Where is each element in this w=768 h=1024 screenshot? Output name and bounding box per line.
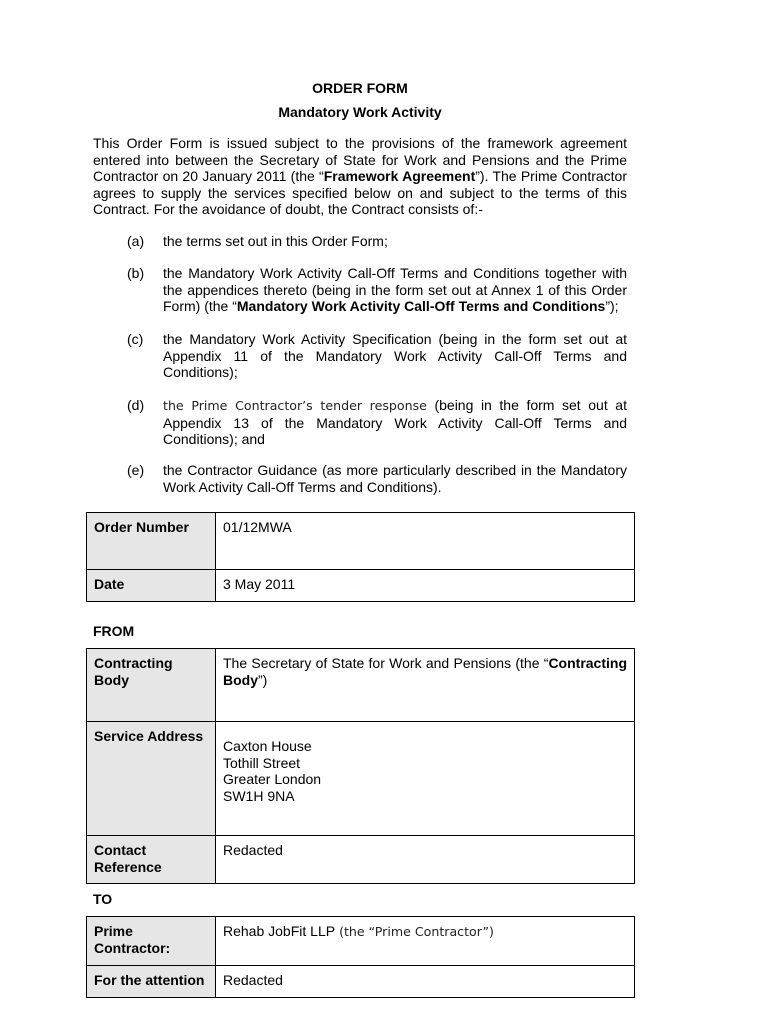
address-line: Caxton House <box>223 738 312 754</box>
contracting-body-label: Contracting Body <box>87 649 216 722</box>
date-value: 3 May 2011 <box>216 570 635 602</box>
contracting-body-bold: Contracting Body <box>223 655 627 688</box>
date-label: Date <box>87 570 216 602</box>
page-title: ORDER FORM <box>312 80 408 96</box>
list-item-text: the Contractor Guidance (as more particularly described in the Mandatory Work Activity Call-Off Terms and Conditions). <box>163 462 627 495</box>
table-row <box>87 649 635 722</box>
to-table <box>86 916 635 998</box>
contact-reference-value: Redacted <box>216 836 635 884</box>
prime-contractor-label: Prime Contractor: <box>87 917 216 966</box>
table-row <box>87 570 635 602</box>
address-line: Tothill Street <box>223 754 301 771</box>
prime-contractor-name: Rehab JobFit LLP <box>223 923 336 939</box>
from-table <box>86 648 635 884</box>
service-address-label: Service Address <box>87 722 216 836</box>
prime-contractor-value <box>216 917 635 966</box>
contracting-body-text-end: ”) <box>258 671 268 688</box>
list-item-label: (c) <box>127 331 144 347</box>
list-item-text-part: ”); <box>605 298 619 314</box>
list-item-label: (a) <box>127 233 145 249</box>
service-address-value <box>216 722 635 836</box>
list-item-label: (d) <box>127 397 145 413</box>
order-details-table <box>86 512 635 602</box>
table-row <box>87 836 635 884</box>
attention-label: For the attention <box>87 966 216 998</box>
list-item-text-part: (being in the form set out at Appendix 13 of the Mandatory Work Activity Call-Off Terms and Conditions); and <box>163 397 627 447</box>
list-item-text <box>163 265 627 315</box>
table-row <box>87 722 635 836</box>
list-item-label: (b) <box>127 265 145 281</box>
prime-contractor-suffix: (the “Prime Contractor”) <box>335 924 494 939</box>
contact-reference-label: Contact Reference <box>87 836 216 884</box>
intro-text-1: This Order Form is issued subject to the provisions of the framework agreement entered into between the Secretary of State for Work and Pensions and the Prime Contractor on 20 January 2011 (the “ <box>93 135 627 184</box>
page-subtitle: Mandatory Work Activity <box>278 104 442 120</box>
intro-paragraph <box>93 135 627 218</box>
intro-bold-term: Framework Agreement <box>323 168 476 184</box>
address-line: Greater London <box>223 771 322 787</box>
table-row <box>87 513 635 570</box>
list-item-label: (e) <box>127 462 145 478</box>
list-item-text: the Mandatory Work Activity Specification (being in the form set out at Appendix 11 of the Mandatory Work Activity Call-Off Terms and Conditions); <box>163 331 627 380</box>
to-heading: TO <box>93 891 113 907</box>
list-item-light-text: the Prime Contractor’s tender response <box>163 398 427 413</box>
list-item-text: the terms set out in this Order Form; <box>163 233 388 249</box>
from-heading: FROM <box>93 623 135 639</box>
contracting-body-value <box>216 649 635 722</box>
attention-value: Redacted <box>216 966 635 998</box>
table-row <box>87 917 635 966</box>
address-line: SW1H 9NA <box>223 787 295 804</box>
order-number-value: 01/12MWA <box>216 513 635 570</box>
intro-text-2: ”). The Prime Contractor agrees to supply the services specified below on and subject to the terms of this Contract. For the avoidance of doubt, the Contract consists of:- <box>93 168 627 217</box>
list-item-bold-term: Mandatory Work Activity Call-Off Terms and Conditions <box>236 298 606 314</box>
list-item-text-part: the Mandatory Work Activity Call-Off Terms and Conditions together with the appendices thereto (being in the form set out at Annex 1 of this Order Form) (the “ <box>163 265 627 314</box>
contracting-body-text: The Secretary of State for Work and Pensions (the “ <box>223 655 549 671</box>
table-row <box>87 966 635 998</box>
order-number-label: Order Number <box>87 513 216 570</box>
list-item-text <box>163 397 627 448</box>
